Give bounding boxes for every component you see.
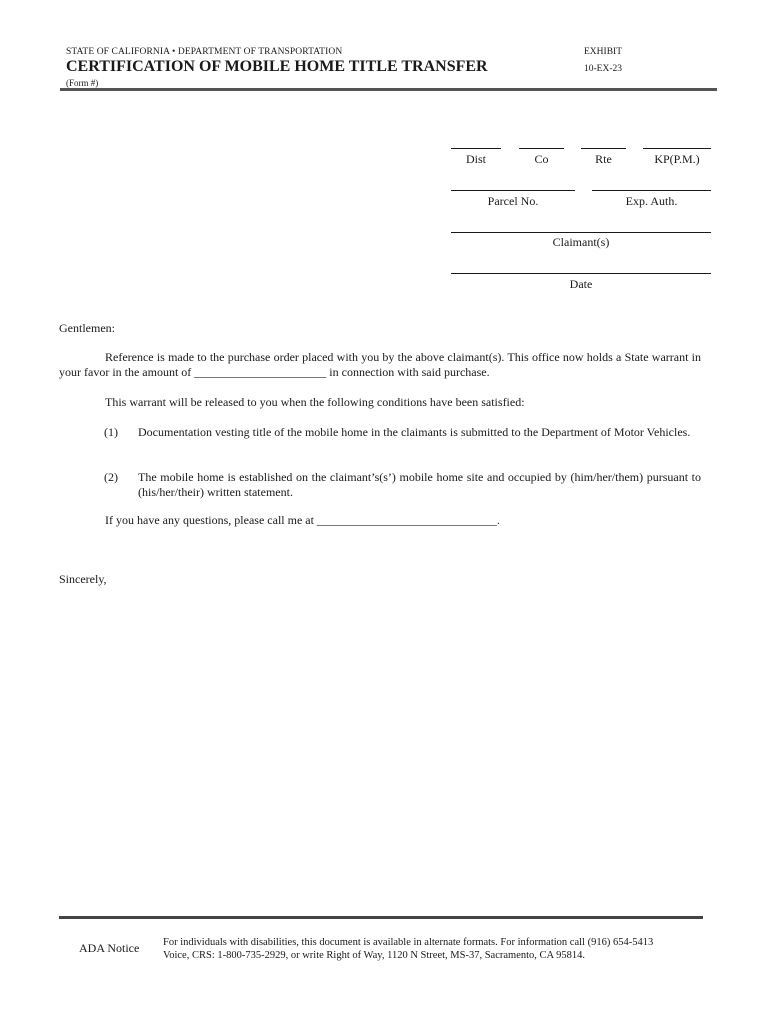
parcel-no-label: Parcel No. bbox=[487, 194, 539, 208]
ada-notice-text bbox=[163, 936, 653, 962]
date-label: Date bbox=[569, 277, 593, 291]
salutation: Gentlemen: bbox=[59, 321, 115, 335]
date-field-line[interactable] bbox=[451, 273, 711, 274]
kp-field-line[interactable] bbox=[643, 148, 711, 149]
parcel-no-field-line[interactable] bbox=[451, 190, 575, 191]
co-label: Co bbox=[534, 152, 549, 166]
condition-2-text: The mobile home is established on the claimant’s(s’) mobile home site and occupied by (him/her/them) pursuant to (his/her/their) written statement. bbox=[138, 470, 701, 499]
claimants-field-line[interactable] bbox=[451, 232, 711, 233]
kp-label: KP(P.M.) bbox=[654, 152, 700, 166]
condition-2-number: (2) bbox=[104, 470, 118, 484]
claimants-label: Claimant(s) bbox=[552, 235, 610, 249]
dist-label: Dist bbox=[465, 152, 486, 166]
paragraph-reference: Reference is made to the purchase order placed with you by the above claimant(s). This office now holds a State warrant in your favor in the amount of ______________________ in connection with said purchase. bbox=[59, 350, 701, 379]
ada-notice-line-2: Voice, CRS: 1-800-735-2929, or write Right of Way, 1120 N Street, MS-37, Sacramento, CA 95814. bbox=[163, 950, 586, 961]
exp-auth-field-line[interactable] bbox=[592, 190, 711, 191]
agency-name: STATE OF CALIFORNIA • DEPARTMENT OF TRANSPORTATION bbox=[66, 47, 343, 57]
paragraph-questions: If you have any questions, please call me at ______________________________. bbox=[105, 513, 500, 527]
co-field-line[interactable] bbox=[519, 148, 564, 149]
rte-label: Rte bbox=[595, 152, 612, 166]
dist-field-line[interactable] bbox=[451, 148, 501, 149]
condition-1-text: Documentation vesting title of the mobile home in the claimants is submitted to the Department of Motor Vehicles. bbox=[138, 425, 691, 439]
condition-1-number: (1) bbox=[104, 425, 118, 439]
rte-field-line[interactable] bbox=[581, 148, 626, 149]
ada-notice-label: ADA Notice bbox=[79, 941, 140, 955]
paragraph-conditions: This warrant will be released to you when the following conditions have been satisfied: bbox=[105, 395, 525, 409]
document-title: CERTIFICATION OF MOBILE HOME TITLE TRANSFER bbox=[66, 58, 488, 75]
header-divider bbox=[60, 88, 717, 91]
closing: Sincerely, bbox=[59, 572, 107, 586]
exhibit-label: EXHIBIT bbox=[584, 47, 622, 57]
form-number: (Form #) bbox=[66, 78, 99, 88]
footer-divider bbox=[59, 916, 703, 919]
ada-notice-line-1: For individuals with disabilities, this document is available in alternate formats. For information call (916) 654-5413 bbox=[163, 937, 654, 948]
exhibit-number: 10-EX-23 bbox=[584, 64, 622, 74]
exp-auth-label: Exp. Auth. bbox=[625, 194, 678, 208]
